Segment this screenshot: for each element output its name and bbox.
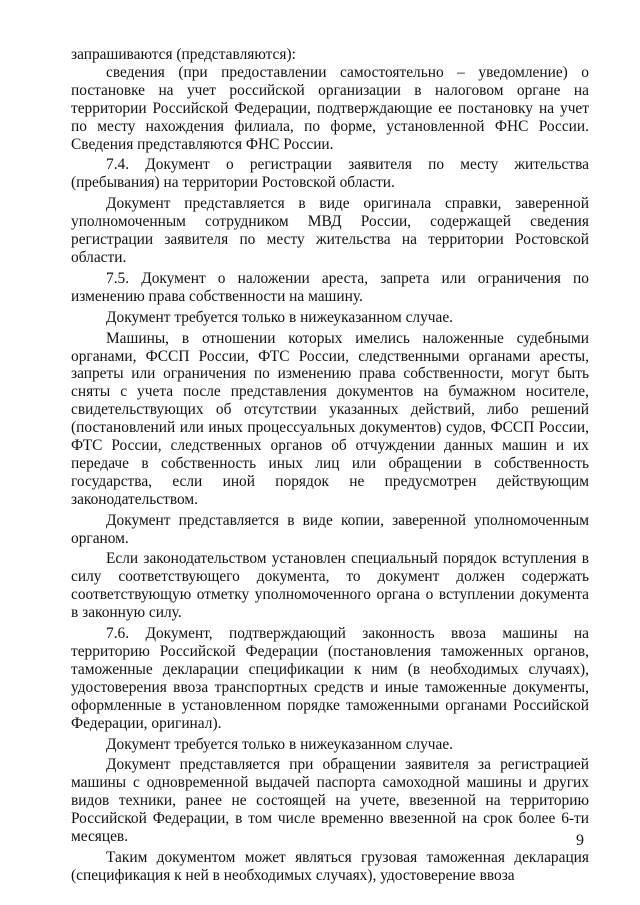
paragraph-7-4-body: Документ представляется в виде оригинала справки, заверенной уполномоченным сотрудником МВД России, содержащей сведения регистрации заявителя по месту жительства на территории Ростовской области.	[71, 195, 589, 266]
paragraph-intro: запрашиваются (представляются):	[71, 46, 296, 63]
paragraph-required-case-1: Документ требуется только в нижеуказанном случае.	[106, 308, 454, 326]
paragraph-certified-copy: Документ представляется в виде копии, заверенной уполномоченным органом.	[71, 511, 589, 547]
paragraph-tax-registration: сведения (при предоставлении самостоятельно – уведомление) о постановке на учет российской организации в налоговом органе на территории Российской Федерации, подтверждающие ее постановку на учет по месту нахождения филиала, по форме, установленной ФНС России. Сведения представляются ФНС России.	[71, 63, 589, 153]
paragraph-arrest-removal: Машины, в отношении которых имелись наложенные судебными органами, ФССП России, ФТС России, следственными органами аресты, запреты или ограничения по изменению права собственности, могут быть сняты с учета после представления документов на бумажном носителе, свидетельствующих об отсутствии указанных действий, либо решений (постановлений или иных процессуальных документов) судов, ФССП России, ФТС России, следственных органов об отчуждении данных машин и их передаче в собственность иных лиц или обращении в собственность государства, если иной порядок не предусмотрен действующим законодательством.	[71, 329, 589, 508]
page-number: 9	[576, 832, 584, 849]
paragraph-7-6-heading: 7.6. Документ, подтверждающий законность ввоза машины на территорию Российской Федерации (постановления таможенных органов, таможенные декларации спецификации к ним (в необходимых случаях), удостоверения ввоза транспортных средств и иные таможенные документы, оформленные в установленном порядке таможенными органами Российской Федерации, оригинал).	[71, 625, 589, 732]
paragraph-required-case-2: Документ требуется только в нижеуказанном случае.	[106, 735, 454, 753]
paragraph-import-registration: Документ представляется при обращении заявителя за регистрацией машины с одновременной выдачей паспорта самоходной машины и других видов техники, ранее не состоящей на учете, ввезенной на территорию Российской Федерации, в том числе временно ввезенной на срок более 6-ти месяцев.	[71, 756, 589, 846]
paragraph-7-5-heading: 7.5. Документ о наложении ареста, запрета или ограничения по изменению права собственности на машину.	[71, 269, 589, 305]
paragraph-legal-force: Если законодательством установлен специальный порядок вступления в силу соответствующего документа, то документ должен содержать соответствующую отметку уполномоченного органа о вступлении документа в законную силу.	[71, 550, 589, 622]
paragraph-7-4-heading: 7.4. Документ о регистрации заявителя по месту жительства (пребывания) на территории Ростовской области.	[71, 156, 589, 192]
paragraph-customs-declaration: Таким документом может являться грузовая таможенная декларация (спецификация к ней в необходимых случаях), удостоверение ввоза	[71, 848, 589, 884]
document-page	[71, 46, 589, 885]
